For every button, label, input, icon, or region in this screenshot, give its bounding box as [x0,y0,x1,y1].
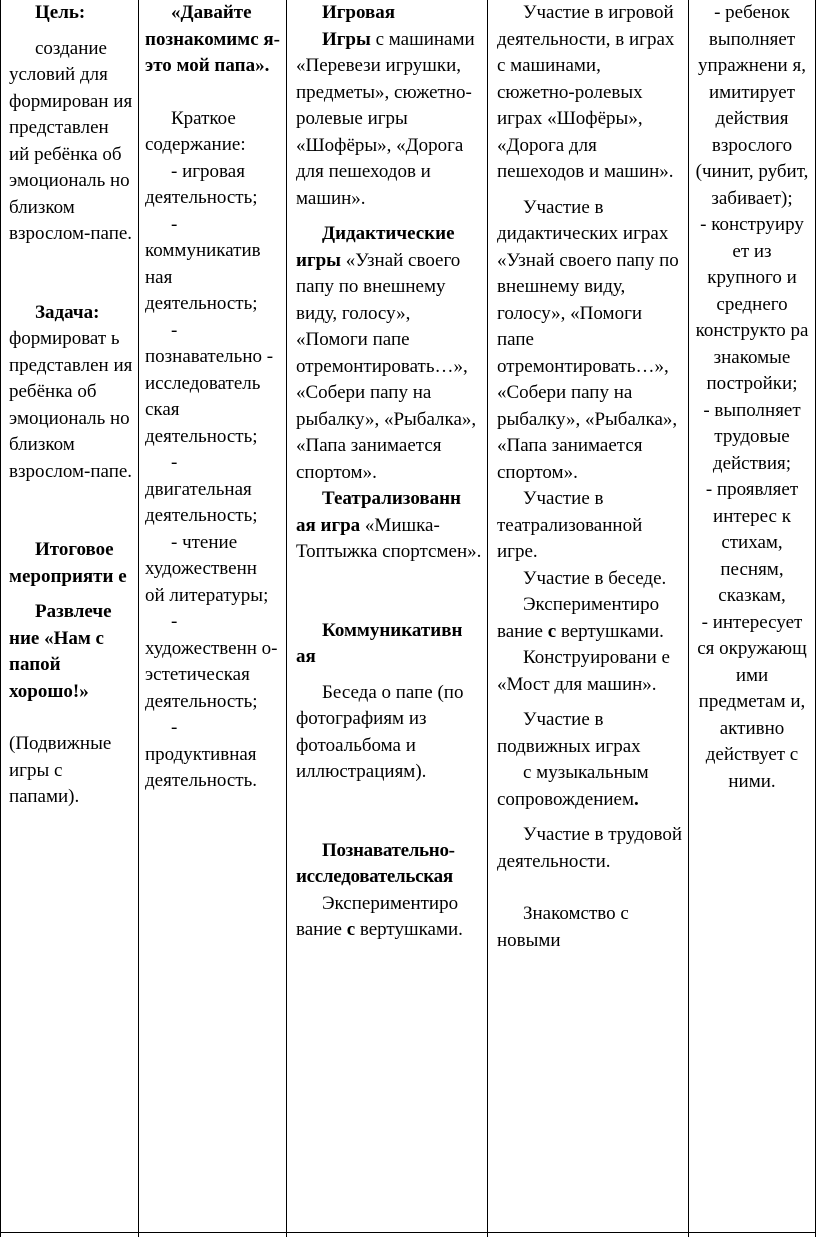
game-heading: Игровая [322,2,396,23]
task-label: Задача: [35,301,100,323]
column-divider-4 [688,0,689,1237]
activity-forms-column [296,0,482,944]
topic-column [145,0,281,795]
column-divider-3 [487,0,488,1237]
didactic-text: «Узнай своего папу по внешнему виду, голосу», «Помоги папе отремонтировать…», «Собери папу на рыбалку», «Рыбалка», «Папа занимается спортом». [296,249,477,483]
game-bold: Игры [322,28,371,50]
activity-paragraph: Экспериментиро вание [497,594,660,642]
summary-item: - продуктивная деятельность. [145,717,258,791]
outcome-item: - интересует ся окружающ ими предметам и, активно действует с ними. [697,611,807,792]
activity-paragraph: с музыкальным сопровождением [497,762,649,810]
final-event-label: Итоговое мероприяти е [9,539,127,587]
outcome-item: - конструиру ет из крупного и среднего конструкто ра знакомые постройки; [695,214,809,394]
table-border-left [0,0,1,1237]
communicative-text: Беседа о папе (по фотографиям из фотоальбома и иллюстрациям). [296,681,464,782]
activity-paragraph: Участие в беседе. [523,567,667,589]
activity-paragraph: Знакомство с новыми [497,903,629,951]
summary-label: Краткое содержание: [145,107,246,155]
goal-column [9,0,133,811]
outcome-item: - проявляет интерес к стихам, песням, сказкам, [705,479,799,606]
activity-paragraph: Участие в дидактических играх «Узнай своего папу по внешнему виду, голосу», «Помоги папе отремонтировать…», «Собери папу на рыбалку», «Рыбалка», «Папа занимается спортом». [497,196,679,483]
activity-paragraph: Участие в игровой деятельности, в играх с машинами, сюжетно-ролевых играх «Шофёры», «Дорога для пешеходов и машин». [497,2,675,182]
goal-text: создание условий для формирован ия представлен ий ребёнка об эмоциональ но близком взрослом-папе. [9,37,133,244]
activity-paragraph-end: вертушками. [556,620,664,642]
summary-item: - художественн о-эстетическая деятельность; [145,611,278,712]
column-divider-2 [286,0,287,1237]
summary-item: - чтение художественн ой литературы; [145,531,269,606]
outcome-item: - выполняет трудовые действия; [703,399,801,474]
summary-item: - познавательно - исследователь ская деятельность; [145,319,274,447]
didactic-bold: Дидактические игры [296,223,455,271]
cognitive-heading: Познавательно-исследовательская [296,839,455,887]
communicative-heading: Коммуникативн ая [296,619,463,667]
entertainment-note: (Подвижные игры с папами). [9,733,112,807]
goal-label: Цель: [35,2,86,23]
entertainment-label: Развлече ние «Нам с папой хорошо!» [9,601,112,702]
task-text: формироват ь представлен ия ребёнка об эмоциональ но близком взрослом-папе. [9,328,133,482]
summary-item: - коммуникатив ная деятельность; [145,213,261,314]
child-activity-column [497,0,683,954]
outcome-item: - ребенок выполняет упражнени я, имитирует действия взрослого (чинит, рубит, забивает); [695,2,809,209]
outcomes-column [694,0,810,795]
cognitive-text: Экспериментиро вание [296,892,459,940]
activity-paragraph: Участие в подвижных играх [497,709,641,757]
activity-paragraph: Участие в театрализованной игре. [497,488,643,562]
theatre-bold: Театрализованн ая игра [296,488,462,536]
activity-bold: с [547,620,557,642]
topic-title: «Давайте познакомимс я- это мой папа». [145,2,280,76]
cognitive-text-end: вертушками. [355,919,463,940]
column-divider-1 [138,0,139,1237]
summary-item: - двигательная деятельность; [145,452,258,526]
summary-item: - игровая деятельность; [145,160,258,208]
row-divider-bottom [0,1232,816,1233]
game-text: с машинами «Перевези игрушки, предметы», сюжетно-ролевые игры «Шофёры», «Дорога для пешеходов и машин». [296,28,475,209]
theatre-text: «Мишка-Топтыжка спортсмен». [296,514,482,562]
cognitive-bold: с [346,919,356,940]
activity-bold-dot: . [634,788,639,810]
activity-paragraph: Конструировани е «Мост для машин». [497,647,670,695]
activity-paragraph: Участие в трудовой деятельности. [497,824,683,872]
